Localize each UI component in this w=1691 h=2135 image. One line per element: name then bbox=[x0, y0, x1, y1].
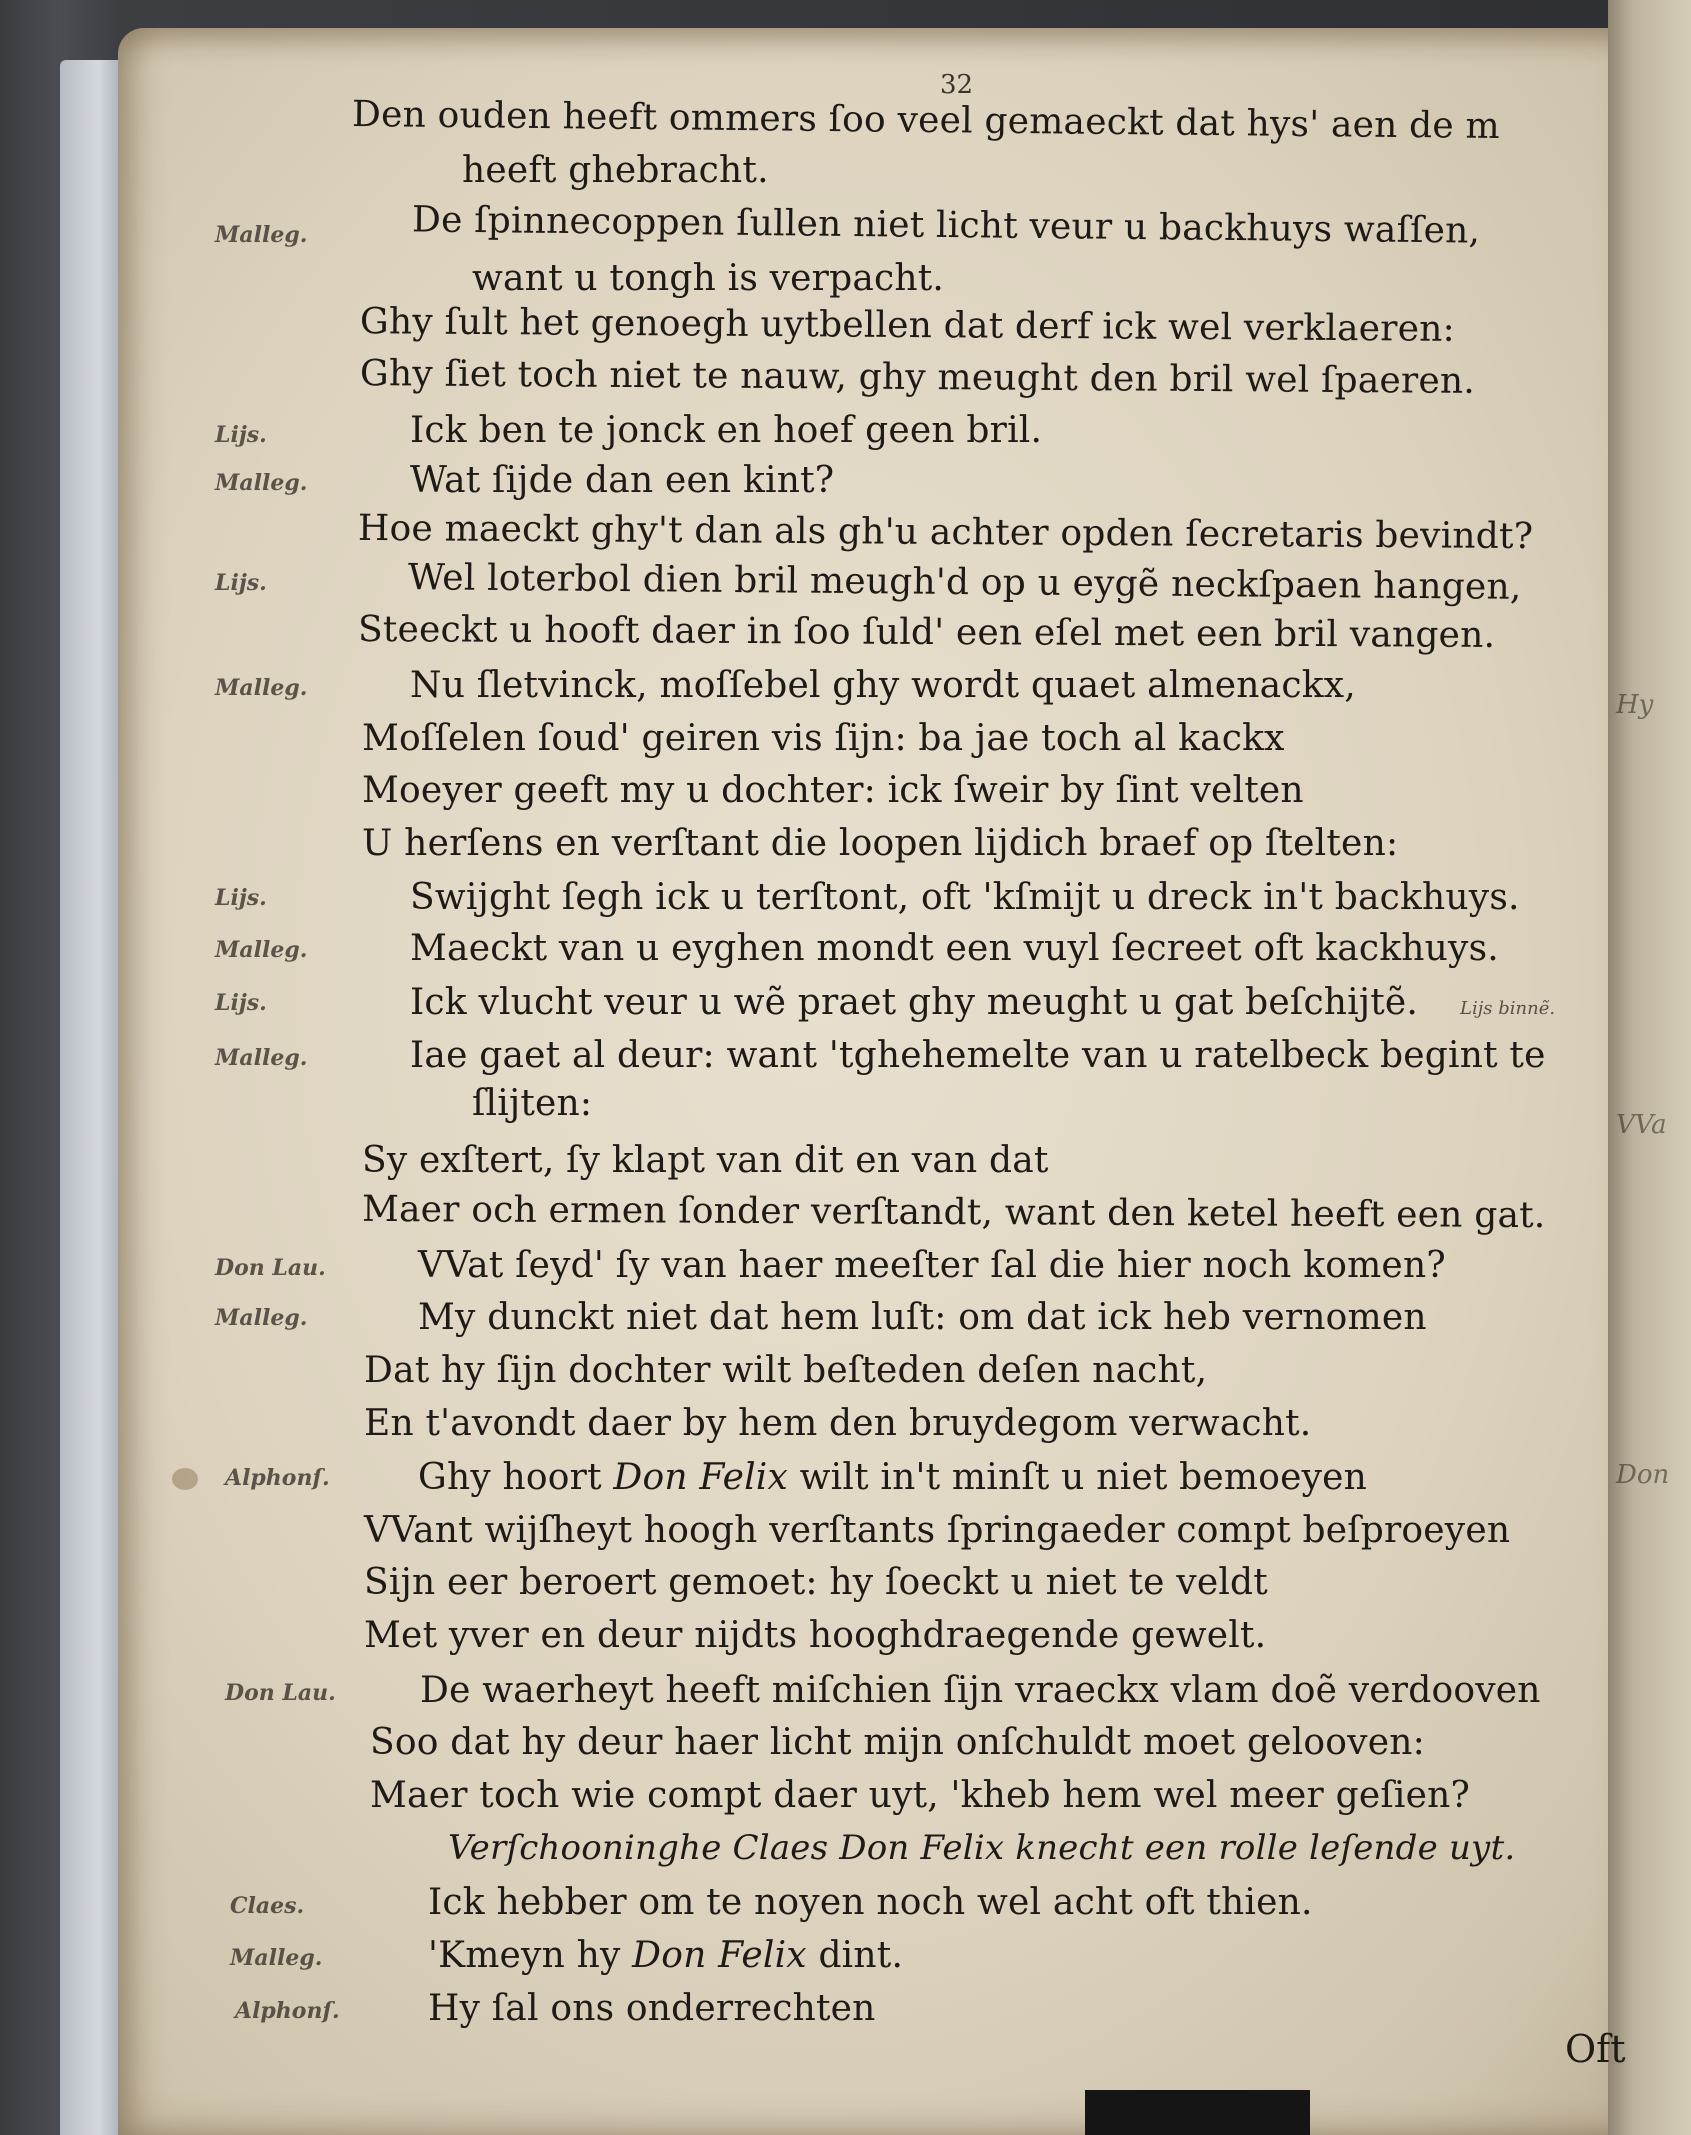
speaker-label: Don Lau. bbox=[215, 1255, 326, 1281]
text-line: Ick vlucht veur u wẽ praet ghy meught u gat beſchijtẽ. bbox=[410, 982, 1419, 1023]
character-name: Don Felix bbox=[613, 1457, 789, 1498]
text-line: Soo dat hy deur haer licht mijn onſchuldt moet gelooven: bbox=[370, 1722, 1425, 1763]
text-line: Maer och ermen ſonder verſtandt, want den ketel heeft een gat. bbox=[361, 1188, 1546, 1237]
speaker-label: Lijs. bbox=[215, 422, 267, 448]
text-line: Steeckt u hooft daer in ſoo ſuld' een eſel met een bril vangen. bbox=[357, 609, 1496, 656]
text-line: Nu ſletvinck, moſſebel ghy wordt quaet almenackx, bbox=[410, 665, 1356, 706]
text-line: Wel loterbol dien bril meugh'd op u eygẽ neckſpaen hangen, bbox=[407, 557, 1522, 608]
text-line: Maeckt van u eyghen mondt een vuyl ſecreet oft kackhuys. bbox=[410, 928, 1499, 969]
text-run: 'Kmeyn hy bbox=[428, 1935, 633, 1976]
text-line: Sy exſtert, ſy klapt van dit en van dat bbox=[362, 1140, 1049, 1181]
speaker-label: Malleg. bbox=[215, 1305, 308, 1331]
text-line: Den ouden heeft ommers ſoo veel gemaeckt dat hys' aen de m bbox=[351, 93, 1501, 148]
speaker-label: Malleg. bbox=[230, 1945, 323, 1971]
text-line: Dat hy ſijn dochter wilt beſteden deſen nacht, bbox=[364, 1350, 1208, 1391]
ink-stain bbox=[172, 1468, 198, 1490]
text-run: dint. bbox=[806, 1935, 904, 1976]
page-number: 32 bbox=[940, 70, 974, 100]
text-line: De ſpinnecoppen ſullen niet licht veur u backhuys waſſen, bbox=[411, 199, 1481, 252]
speaker-label: Malleg. bbox=[215, 675, 308, 701]
catchword: Oft bbox=[1565, 2027, 1626, 2071]
text-line: Maer toch wie compt daer uyt, 'kheb hem wel meer geſien? bbox=[370, 1775, 1470, 1816]
text-line: Met yver en deur nijdts hooghdraegende gewelt. bbox=[364, 1615, 1267, 1656]
text-line: VVant wijſheyt hoogh verſtants ſpringaeder compt beſproeyen bbox=[364, 1510, 1511, 1551]
dark-corner bbox=[1085, 2090, 1310, 2135]
next-page-edge bbox=[1608, 0, 1691, 2135]
stage-aside: Lijs binnẽ. bbox=[1460, 998, 1556, 1019]
text-run: Ghy hoort bbox=[418, 1457, 614, 1498]
text-line: want u tongh is verpacht. bbox=[472, 258, 945, 299]
text-line: heeft ghebracht. bbox=[462, 150, 769, 191]
character-name: Don Felix bbox=[632, 1935, 807, 1976]
text-line: Ick ben te jonck en hoef geen bril. bbox=[410, 410, 1043, 451]
speaker-label: Claes. bbox=[230, 1893, 305, 1919]
text-line: De waerheyt heeft miſchien ſijn vraeckx vlam doẽ verdooven bbox=[420, 1670, 1541, 1711]
speaker-label: Lijs. bbox=[215, 570, 267, 596]
speaker-label: Don Lau. bbox=[225, 1680, 336, 1706]
text-run: wilt in't minſt u niet bemoeyen bbox=[788, 1457, 1368, 1498]
speaker-label: Malleg. bbox=[215, 470, 308, 496]
text-line bbox=[428, 1935, 903, 1976]
text-line: ſlijten: bbox=[472, 1083, 593, 1124]
speaker-label: Lijs. bbox=[215, 990, 267, 1016]
text-line: Iae gaet al deur: want 'tghehemelte van u ratelbeck begint te bbox=[410, 1035, 1546, 1076]
text-line: Hoe maeckt ghy't dan als gh'u achter opden ſecretaris bevindt? bbox=[357, 507, 1534, 558]
text-line: Moeyer geeft my u dochter: ick ſweir by ſint velten bbox=[362, 770, 1304, 811]
text-line: VVat ſeyd' ſy van haer meeſter ſal die hier noch komen? bbox=[418, 1245, 1446, 1286]
next-page-fragment: Don bbox=[1616, 1460, 1670, 1490]
text-line: Wat ſijde dan een kint? bbox=[410, 460, 835, 501]
speaker-label: Alphonſ. bbox=[225, 1465, 330, 1491]
speaker-label: Malleg. bbox=[215, 937, 308, 963]
stage-direction: Verſchooninghe Claes Don Felix knecht een rolle leſende uyt. bbox=[448, 1828, 1516, 1868]
next-page-fragment: Hy bbox=[1616, 690, 1654, 720]
speaker-label: Malleg. bbox=[215, 222, 308, 248]
text-line bbox=[418, 1457, 1367, 1498]
text-line: Hy ſal ons onderrechten bbox=[428, 1988, 876, 2029]
text-line: Moſſelen ſoud' geiren vis ſijn: ba jae toch al kackx bbox=[362, 718, 1285, 759]
text-line: Sijn eer beroert gemoet: hy ſoeckt u niet te veldt bbox=[364, 1562, 1268, 1603]
text-line: Ghy ſult het genoegh uytbellen dat derf ick wel verklaeren: bbox=[359, 301, 1456, 350]
text-line: Ick hebber om te noyen noch wel acht oft thien. bbox=[428, 1882, 1313, 1923]
text-line: Ghy ſiet toch niet te nauw, ghy meught den bril wel ſpaeren. bbox=[359, 353, 1476, 402]
text-line: En t'avondt daer by hem den bruydegom verwacht. bbox=[364, 1403, 1312, 1444]
text-line: Swijght ſegh ick u terſtont, oft 'kſmijt u dreck in't backhuys. bbox=[410, 877, 1520, 918]
speaker-label: Alphonſ. bbox=[235, 1998, 340, 2024]
next-page-fragment: VVa bbox=[1616, 1110, 1667, 1140]
speaker-label: Lijs. bbox=[215, 885, 267, 911]
text-line: U herſens en verſtant die loopen lijdich braef op ſtelten: bbox=[362, 823, 1399, 864]
text-line: My dunckt niet dat hem luſt: om dat ick heb vernomen bbox=[418, 1297, 1427, 1338]
speaker-label: Malleg. bbox=[215, 1045, 308, 1071]
